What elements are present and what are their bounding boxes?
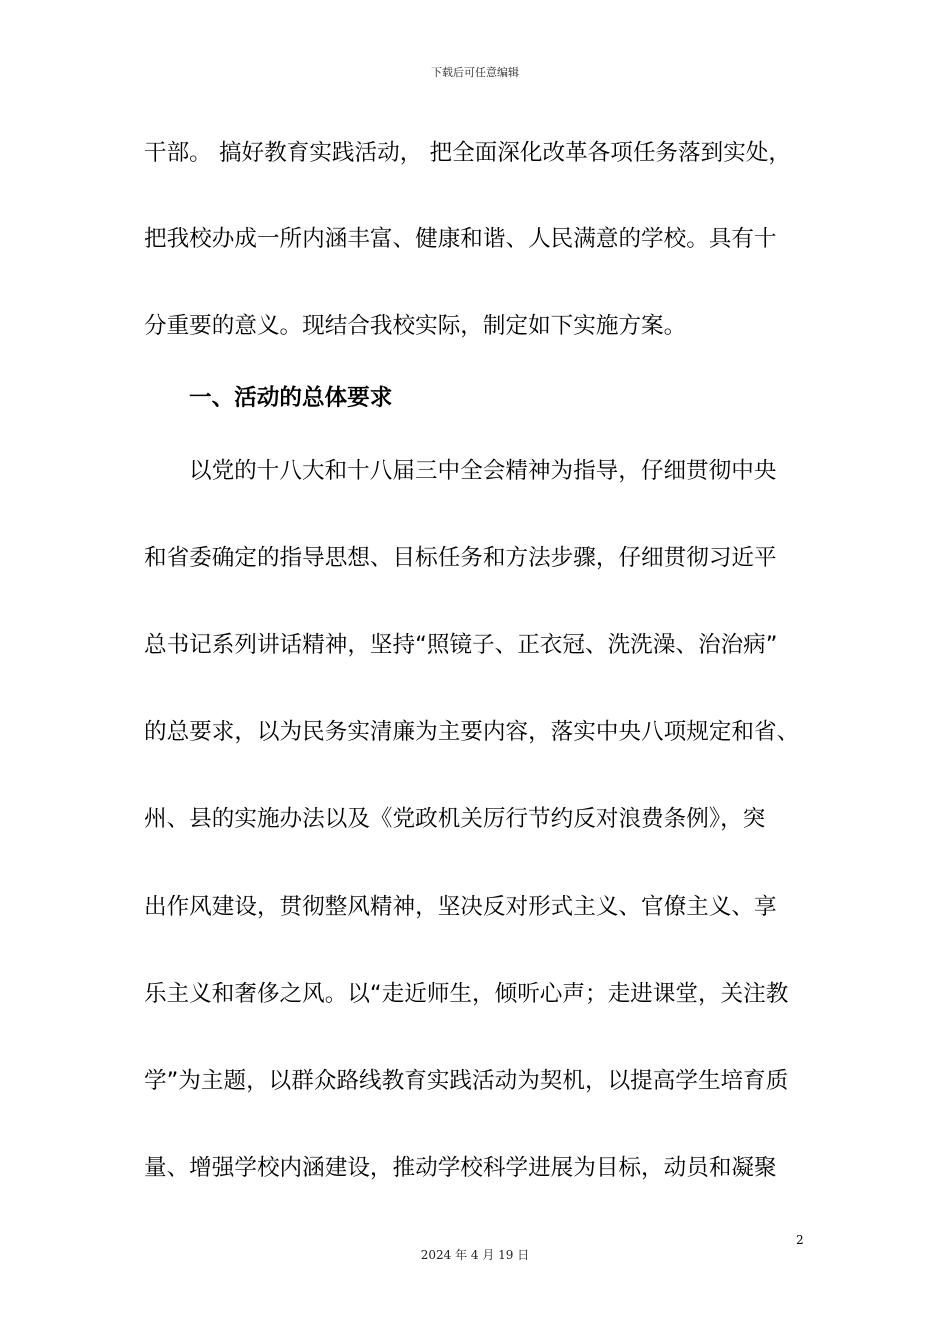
body-line-7: 总书记系列讲话精神，坚持“照镜子、正衣冠、洗洗澡、治治病”: [144, 632, 778, 658]
body-line-6: 和省委确定的指导思想、目标任务和方法步骤，仔细贯彻习近平: [144, 545, 777, 571]
body-line-10: 出作风建设，贯彻整风精神，坚决反对形式主义、官僚主义、享: [144, 894, 777, 920]
body-line-1: 干部。 搞好教育实践活动， 把全面深化改革各项任务落到实处，: [144, 140, 791, 166]
page-number: 2: [796, 1233, 804, 1247]
body-line-5: 以党的十八大和十八届三中全会精神为指导，仔细贯彻中央: [189, 458, 777, 484]
body-line-3: 分重要的意义。现结合我校实际，制定如下实施方案。: [144, 313, 687, 339]
body-line-12: 学”为主题，以群众路线教育实践活动为契机，以提高学生培育质: [144, 1068, 789, 1094]
body-line-9: 州、县的实施办法以及《党政机关厉行节约反对浪费条例》，突: [144, 806, 766, 832]
section-heading: 一、活动的总体要求: [189, 385, 393, 411]
body-line-13: 量、增强学校内涵建设，推动学校科学进展为目标，动员和凝聚: [144, 1155, 777, 1181]
body-line-11: 乐主义和奢侈之风。以“走近师生，倾听心声；走进课堂，关注教: [144, 981, 789, 1007]
body-line-2: 把我校办成一所内涵丰富、健康和谐、人民满意的学校。具有十: [144, 226, 777, 252]
body-line-8: 的总要求，以为民务实清廉为主要内容，落实中央八项规定和省、: [144, 719, 800, 745]
page-header: 下载后可任意编辑: [431, 66, 519, 79]
page-footer-date: 2024 年 4 月 19 日: [420, 1248, 530, 1262]
